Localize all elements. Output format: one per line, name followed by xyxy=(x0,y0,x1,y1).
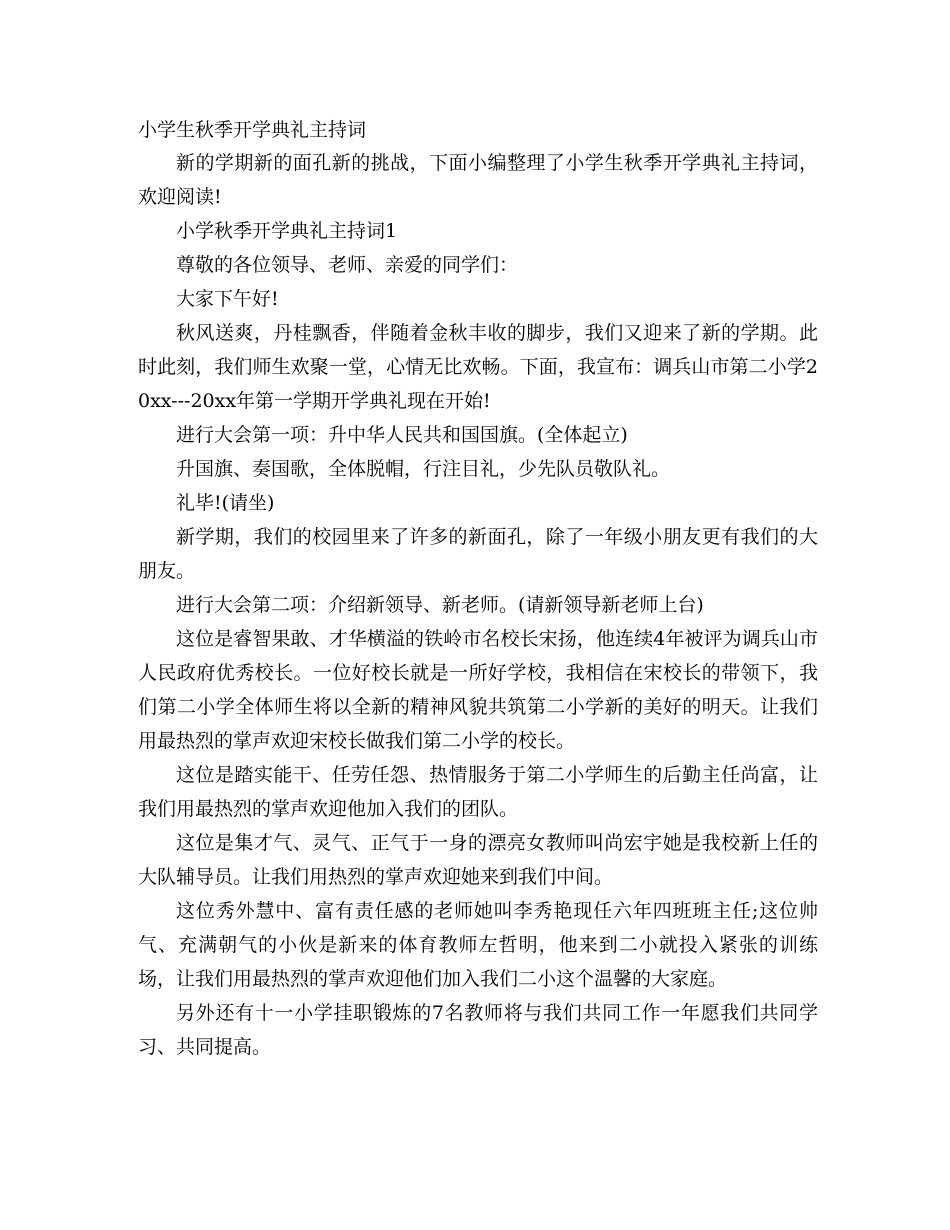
paragraph-teachers: 这位秀外慧中、富有责任感的老师她叫李秀艳现任六年四班班主任;这位帅气、充满朝气的小伙是新来的体育教师左哲明，他来到二小就投入紧张的训练场，让我们用最热烈的掌声欢迎他们加入我们二小这个温馨的大家庭。 xyxy=(138,900,818,990)
paragraph-section-heading: 小学秋季开学典礼主持词1 xyxy=(176,220,398,242)
paragraph-greeting: 大家下午好! xyxy=(176,288,279,310)
paragraph-new-faces: 新学期，我们的校园里来了许多的新面孔，除了一年级小朋友更有我们的大朋友。 xyxy=(138,526,818,582)
paragraph-opening: 秋风送爽，丹桂飘香，伴随着金秋丰收的脚步，我们又迎来了新的学期。此时此刻，我们师生欢聚一堂，心情无比欢畅。下面，我宣布：调兵山市第二小学20xx---20xx年第一学期开学典礼现在开始! xyxy=(138,322,818,412)
paragraph-logistics-director: 这位是踏实能干、任劳任怨、热情服务于第二小学师生的后勤主任尚富，让我们用最热烈的掌声欢迎他加入我们的团队。 xyxy=(138,764,818,820)
paragraph-principal: 这位是睿智果敢、才华横溢的铁岭市名校长宋扬，他连续4年被评为调兵山市人民政府优秀校长。一位好校长就是一所好学校，我相信在宋校长的带领下，我们第二小学全体师生将以全新的精神风貌共筑第二小学新的美好的明天。让我们用最热烈的掌声欢迎宋校长做我们第二小学的校长。 xyxy=(138,628,818,752)
paragraph-visiting-teachers: 另外还有十一小学挂职锻炼的7名教师将与我们共同工作一年愿我们共同学习、共同提高。 xyxy=(138,1002,818,1058)
paragraph-flag-raising: 升国旗、奏国歌，全体脱帽，行注目礼，少先队员敬队礼。 xyxy=(176,458,671,480)
paragraph-be-seated: 礼毕!(请坐) xyxy=(176,492,275,514)
paragraph-intro: 新的学期新的面孔新的挑战，下面小编整理了小学生秋季开学典礼主持词，欢迎阅读! xyxy=(138,152,818,208)
paragraph-counselor: 这位是集才气、灵气、正气于一身的漂亮女教师叫尚宏宇她是我校新上任的大队辅导员。让我们用热烈的掌声欢迎她来到我们中间。 xyxy=(138,832,818,888)
paragraph-salutation: 尊敬的各位领导、老师、亲爱的同学们： xyxy=(176,254,519,276)
paragraph-item-two: 进行大会第二项：介绍新领导、新老师。(请新领导新老师上台) xyxy=(176,594,704,616)
paragraph-item-one: 进行大会第一项：升中华人民共和国国旗。(全体起立) xyxy=(176,424,628,446)
document-body xyxy=(138,114,818,1064)
document-title: 小学生秋季开学典礼主持词 xyxy=(138,119,367,141)
